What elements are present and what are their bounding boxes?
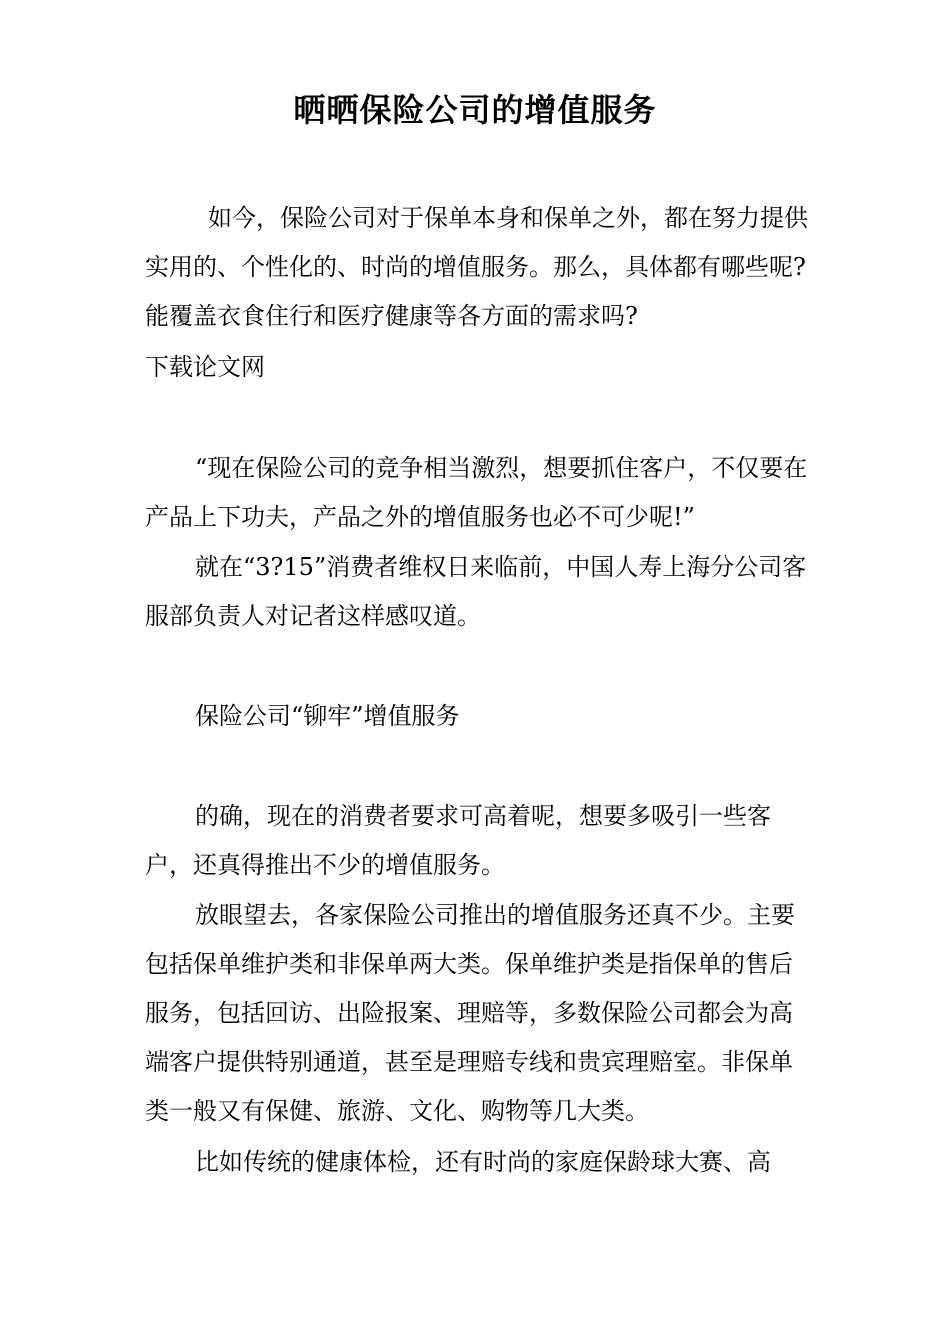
paragraph-quote: “现在保险公司的竞争相当激烈，想要抓住客户，不仅要在产品上下功夫，产品之外的增值服务也必不可少呢!” [145,454,808,531]
section-heading: 保险公司“铆牢”增值服务 [195,702,460,730]
paragraph-attribution: 就在“3?15”消费者维权日来临前，中国人寿上海分公司客服部负责人对记者这样感叹道。 [145,553,807,630]
paragraph-source: 下载论文网 [145,353,265,381]
document-title: 晒晒保险公司的增值服务 [293,91,657,129]
paragraph-body-2: 放眼望去，各家保险公司推出的增值服务还真不少。主要包括保单维护类和非保单两大类。保单维护类是指保单的售后服务，包括回访、出险报案、理赔等，多数保险公司都会为高端客户提供特别通道，甚至是理赔专线和贵宾理赔室。非保单类一般又有保健、旅游、文化、购物等几大类。 [145,901,795,1125]
paragraph-body-3: 比如传统的健康体检，还有时尚的家庭保龄球大赛、高 [195,1148,771,1176]
paragraph-intro: 如今，保险公司对于保单本身和保单之外，都在努力提供实用的、个性化的、时尚的增值服务。那么，具体都有哪些呢?能覆盖衣食住行和医疗健康等各方面的需求吗? [145,204,808,330]
paragraph-body-1: 的确，现在的消费者要求可高着呢，想要多吸引一些客户，还真得推出不少的增值服务。 [145,802,771,879]
